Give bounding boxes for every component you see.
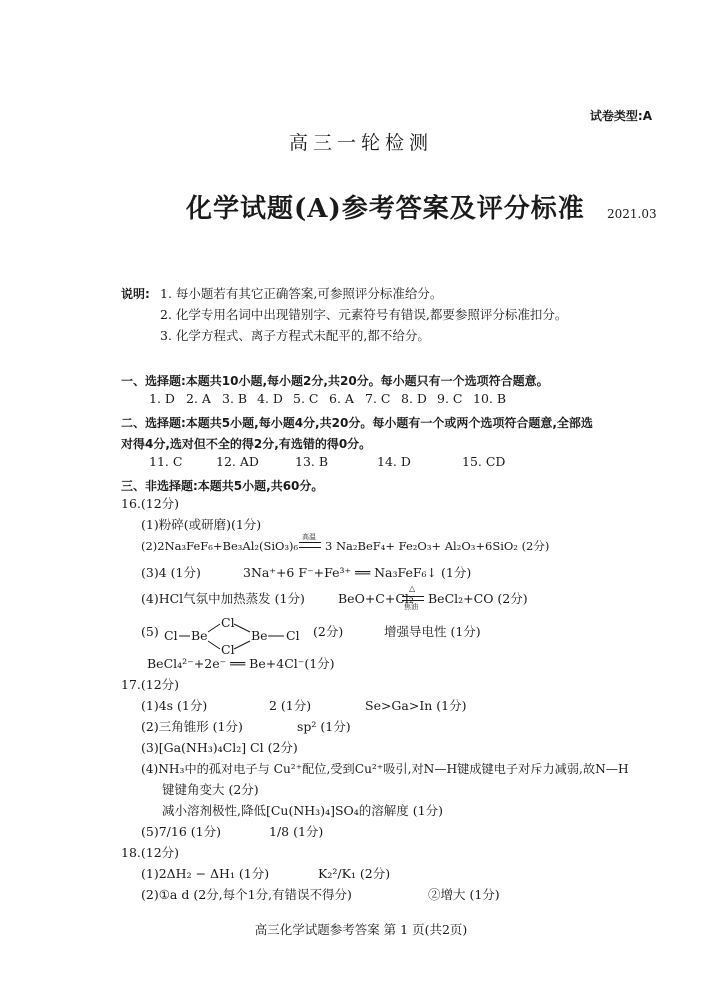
answer-14: 14. D <box>377 454 411 469</box>
q18-part1-b: K₂²/K₁ (2分) <box>318 866 391 881</box>
answer-12: 12. AD <box>216 454 259 469</box>
q17-part2-a: (2)三角锥形 (1分) <box>141 719 243 734</box>
section1-heading: 一、选择题:本题共10小题,每小题2分,共20分。每小题只有一个选项符合题意。 <box>121 374 549 388</box>
q16-part4-a: (4)HCl气氛中加热蒸发 (1分) <box>141 591 305 606</box>
page-title: 化学试题(A)参考答案及评分标准 <box>186 194 585 224</box>
q18-part2-b: ②增大 (1分) <box>428 887 500 902</box>
answer-13: 13. B <box>295 454 329 469</box>
answer-3: 3. B <box>222 391 248 406</box>
q16-part4-rhs: BeCl₂+CO (2分) <box>428 591 528 606</box>
note-item-2: 2. 化学专用名词中出现错别字、元素符号有错误,都要参照评分标准扣分。 <box>160 307 568 322</box>
q16-part2-lhs: (2)2Na₃FeF₆+Be₃Al₂(SiO₃)₆ <box>141 539 299 553</box>
q18-part2-a: (2)①a d (2分,每个1分,有错误不得分) <box>141 887 352 902</box>
q17-part1-a: (1)4s (1分) <box>141 698 208 713</box>
q16-part4-cond-top: △ <box>409 584 416 593</box>
q16-part4-cond-bottom: 焦油 <box>404 603 418 611</box>
section2-heading-line1: 二、选择题:本题共5小题,每小题4分,共20分。每小题有一个或两个选项符合题意,全部选 <box>121 416 593 430</box>
q16-part2-arrow <box>299 542 321 548</box>
atom-be-right: Be <box>251 628 268 643</box>
q18-part1-a: (1)2ΔH₂ − ΔH₁ (1分) <box>141 866 270 881</box>
q17-part3: (3)[Ga(NH₃)₄Cl₂] Cl (2分) <box>141 740 298 755</box>
q17-part4-line3: 减小溶剂极性,降低[Cu(NH₃)₄]SO₄的溶解度 (1分) <box>162 803 443 818</box>
atom-cl-left: Cl <box>164 628 178 643</box>
notes-label: 说明: <box>121 287 150 301</box>
q16-part5-note: 增强导电性 (1分) <box>384 624 481 639</box>
answer-2: 2. A <box>186 391 211 406</box>
q17-part2-b: sp² (1分) <box>297 719 351 734</box>
q16-part5-label: (5) <box>141 624 159 639</box>
q17-part5-a: (5)7/16 (1分) <box>141 824 221 839</box>
q16-part1: (1)粉碎(或研磨)(1分) <box>141 517 262 532</box>
q17-part4-line2: 键键角变大 (2分) <box>162 782 259 797</box>
section1-answers <box>149 393 506 406</box>
q16-part5-equation: BeCl₄²⁻+2e⁻ ══ Be+4Cl⁻(1分) <box>147 656 335 671</box>
answer-9: 9. C <box>437 391 463 406</box>
answer-6: 6. A <box>329 391 354 406</box>
answer-8: 8. D <box>401 391 427 406</box>
q17-number: 17.(12分) <box>121 677 180 692</box>
note-item-1: 1. 每小题若有其它正确答案,可参照评分标准给分。 <box>160 286 443 301</box>
page-footer: 高三化学试题参考答案 第 1 页(共2页) <box>254 922 468 937</box>
answer-15: 15. CD <box>462 454 506 469</box>
answer-11: 11. C <box>149 454 183 469</box>
exam-date: 2021.03 <box>607 207 657 221</box>
q16-part4-arrow <box>402 596 424 601</box>
q16-part4-lhs: BeO+C+Cl₂ <box>338 591 414 606</box>
q16-part3-b: 3Na⁺+6 F⁻+Fe³⁺ ══ Na₃FeF₆↓ (1分) <box>243 565 472 580</box>
q16-part2-condition: 高温 <box>302 533 316 541</box>
paper-type-label: 试卷类型:A <box>589 109 652 123</box>
q17-part1-c: Se>Ga>In (1分) <box>365 698 467 713</box>
atom-cl-top: Cl <box>221 615 235 630</box>
atom-cl-bottom: Cl <box>221 642 235 657</box>
answer-7: 7. C <box>365 391 391 406</box>
answer-1: 1. D <box>149 391 175 406</box>
exam-subtitle: 高三一轮检测 <box>288 132 433 154</box>
answer-10: 10. B <box>473 391 507 406</box>
answer-4: 4. D <box>257 391 283 406</box>
q16-number: 16.(12分) <box>121 496 180 511</box>
q16-part3-a: (3)4 (1分) <box>141 565 201 580</box>
q16-part5-score: (2分) <box>313 624 344 639</box>
q17-part5-b: 1/8 (1分) <box>269 824 324 839</box>
q17-part1-b: 2 (1分) <box>269 698 312 713</box>
q16-part2-rhs: 3 Na₂BeF₄+ Fe₂O₃+ Al₂O₃+6SiO₂ (2分) <box>325 539 550 553</box>
q17-part4-line1: (4)NH₃中的孤对电子与 Cu²⁺配位,受到Cu²⁺吸引,对N—H键成键电子对斥力减弱,故N—H <box>141 762 629 776</box>
section3-heading: 三、非选择题:本题共5小题,共60分。 <box>121 479 324 493</box>
beryllium-chloride-dimer-structure <box>162 617 312 657</box>
answer-5: 5. C <box>293 391 319 406</box>
atom-cl-right: Cl <box>286 628 300 643</box>
section2-heading-line2: 对得4分,选对但不全的得2分,有选错的得0分。 <box>121 437 372 451</box>
atom-be-left: Be <box>191 628 208 643</box>
q18-number: 18.(12分) <box>121 845 180 860</box>
note-item-3: 3. 化学方程式、离子方程式未配平的,都不给分。 <box>160 328 430 343</box>
